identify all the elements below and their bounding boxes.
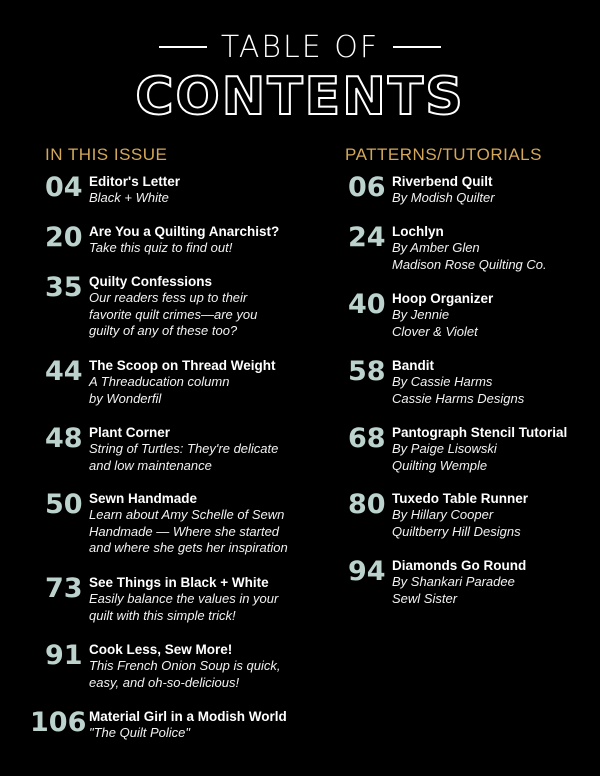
entry-title: Hoop Organizer	[392, 291, 494, 306]
entry-title: Quilty Confessions	[89, 274, 213, 289]
page-number: 24	[348, 222, 386, 253]
entry-subtitle: String of Turtles: They're delicate and low maintenance	[89, 441, 279, 473]
title-table-of: TABLE OF	[220, 29, 380, 65]
toc-entry[interactable]	[45, 641, 280, 691]
entry-subtitle: This French Onion Soup is quick, easy, and oh-so-delicious!	[89, 658, 281, 690]
entry-subtitle: Learn about Amy Schelle of Sewn Handmade — Where she started and where she gets her inspiration	[89, 507, 288, 555]
page-number: 91	[45, 640, 83, 671]
title-line-top	[0, 30, 600, 64]
toc-entry[interactable]	[348, 223, 547, 273]
page-number: 40	[348, 289, 386, 320]
toc-entry[interactable]	[45, 273, 257, 340]
entry-subtitle: By Hillary Cooper Quiltberry Hill Designs	[392, 507, 521, 539]
toc-entry[interactable]	[45, 223, 279, 257]
page-number: 68	[348, 423, 386, 454]
page-number: 06	[348, 172, 386, 203]
entry-title: Sewn Handmade	[89, 491, 198, 506]
entry-subtitle: "The Quilt Police"	[89, 725, 190, 740]
toc-entry[interactable]	[348, 357, 524, 407]
toc-entry[interactable]	[45, 574, 278, 624]
page-number: 20	[45, 222, 83, 253]
page-number: 48	[45, 423, 83, 454]
page-header	[0, 30, 600, 126]
entry-title: Lochlyn	[392, 224, 444, 239]
title-contents: CONTENTS	[135, 67, 465, 127]
entry-title: Riverbend Quilt	[392, 174, 493, 189]
toc-entry[interactable]	[45, 424, 278, 474]
toc-entry[interactable]	[348, 173, 495, 207]
page-number: 80	[348, 489, 386, 520]
entry-subtitle: By Paige Lisowski Quilting Wemple	[392, 441, 497, 473]
entry-title: Pantograph Stencil Tutorial	[392, 425, 568, 440]
entry-title: The Scoop on Thread Weight	[89, 358, 276, 373]
entry-subtitle: Easily balance the values in your quilt with this simple trick!	[89, 591, 279, 623]
entry-subtitle: By Jennie Clover & Violet	[392, 307, 478, 339]
entry-subtitle: By Modish Quilter	[392, 190, 495, 205]
toc-entry[interactable]	[348, 290, 493, 340]
page-number: 04	[45, 172, 83, 203]
entry-subtitle: By Cassie Harms Cassie Harms Designs	[392, 374, 525, 406]
entry-title: Bandit	[392, 358, 434, 373]
right-rule	[393, 46, 441, 48]
entry-title: See Things in Black + White	[89, 575, 269, 590]
entry-title: Are You a Quilting Anarchist?	[89, 224, 280, 239]
page-number: 50	[45, 489, 83, 520]
entry-subtitle: Our readers fess up to their favorite quilt crimes—are you guilty of any of these too?	[89, 290, 258, 338]
toc-entry[interactable]	[30, 708, 287, 742]
in-this-issue-column	[45, 145, 335, 173]
toc-entry[interactable]	[45, 173, 180, 207]
page-number: 35	[45, 272, 83, 303]
toc-entry[interactable]	[45, 357, 276, 407]
toc-entry[interactable]	[348, 424, 567, 474]
entry-title: Diamonds Go Round	[392, 558, 527, 573]
page-number: 44	[45, 356, 83, 387]
page-number: 73	[45, 573, 83, 604]
entry-title: Plant Corner	[89, 425, 171, 440]
left-rule	[159, 46, 207, 48]
page-number: 94	[348, 556, 386, 587]
page-number: 58	[348, 356, 386, 387]
patterns-tutorials-heading: PATTERNS/TUTORIALS	[345, 145, 542, 164]
entry-subtitle: Black + White	[89, 190, 169, 205]
patterns-tutorials-column	[345, 145, 595, 173]
page-number: 106	[30, 707, 87, 738]
entry-title: Cook Less, Sew More!	[89, 642, 233, 657]
entry-subtitle: By Amber Glen Madison Rose Quilting Co.	[392, 240, 547, 272]
toc-entry[interactable]	[348, 490, 528, 540]
in-this-issue-heading: IN THIS ISSUE	[45, 145, 168, 164]
entry-title: Tuxedo Table Runner	[392, 491, 529, 506]
entry-subtitle: By Shankari Paradee Sewl Sister	[392, 574, 515, 606]
toc-entry[interactable]	[348, 557, 526, 607]
entry-subtitle: A Threaducation column by Wonderfil	[89, 374, 230, 406]
entry-title: Material Girl in a Modish World	[89, 709, 287, 724]
toc-entry[interactable]	[45, 490, 288, 557]
entry-title: Editor's Letter	[89, 174, 180, 189]
entry-subtitle: Take this quiz to find out!	[89, 240, 233, 255]
